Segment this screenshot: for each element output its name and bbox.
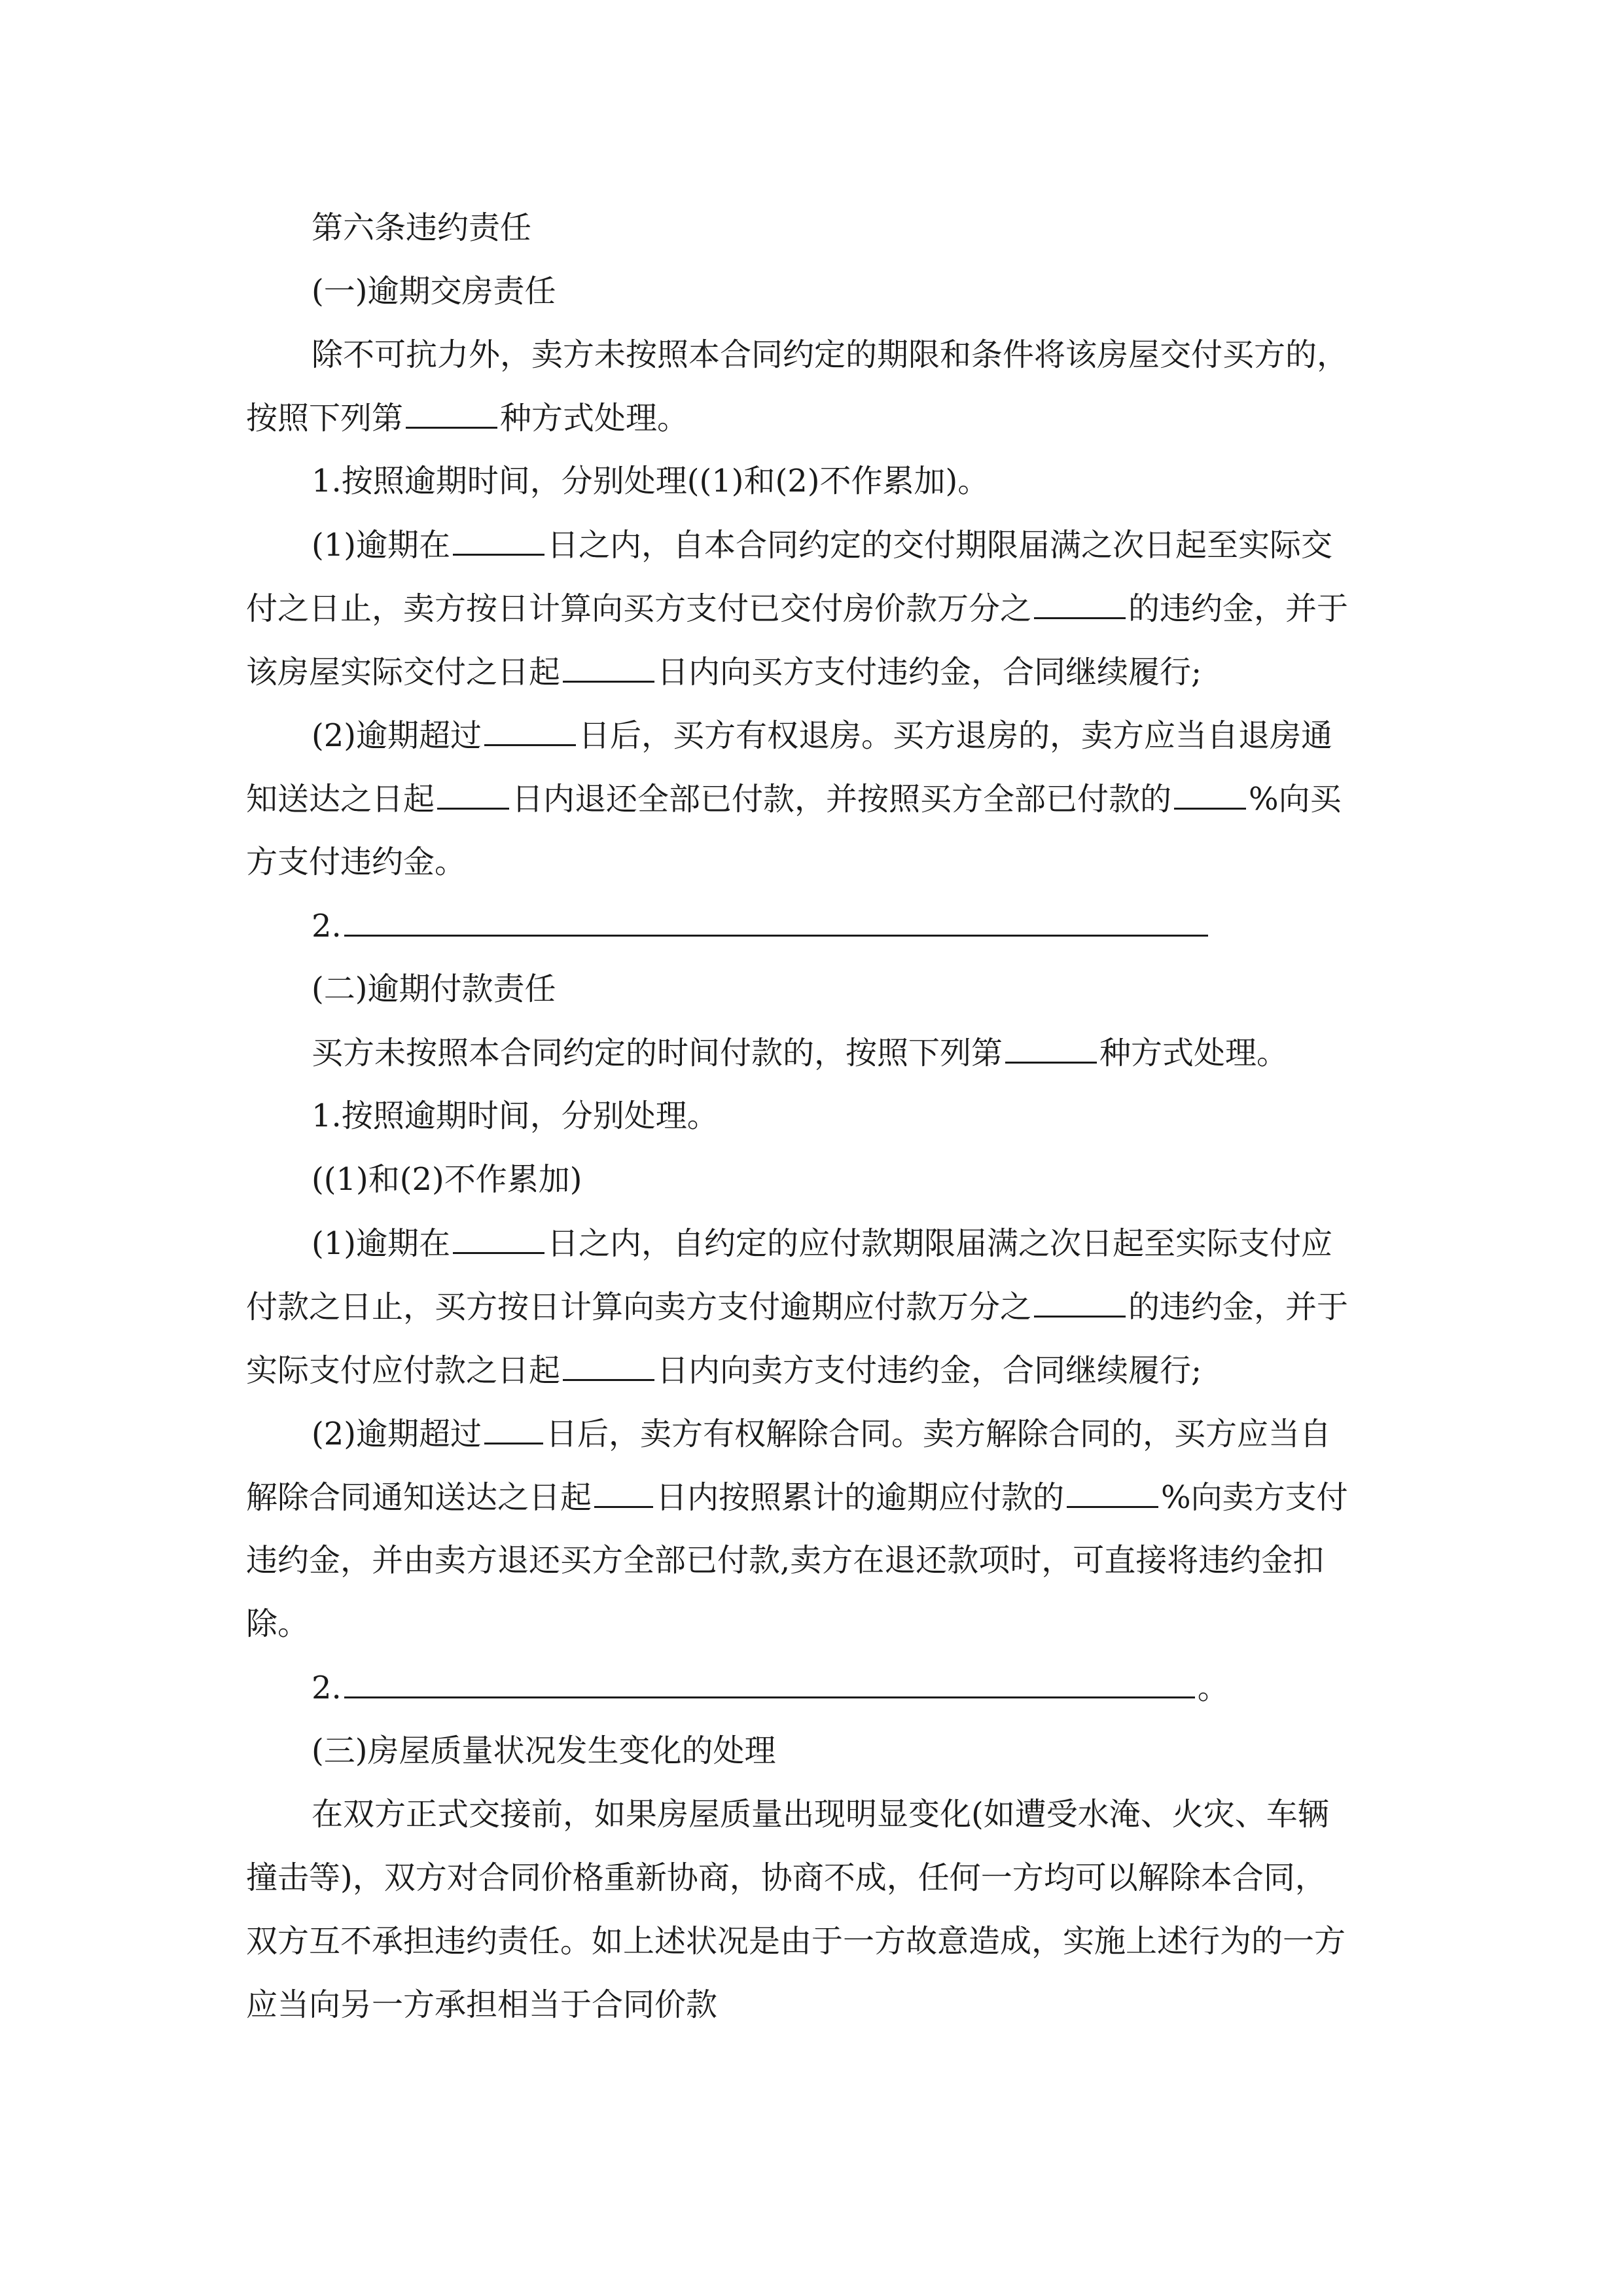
section3-line4: 应当向另一方承担相当于合同价款 xyxy=(246,1986,718,2023)
blank-field[interactable] xyxy=(594,1477,653,1508)
blank-field[interactable] xyxy=(484,1414,543,1444)
blank-field[interactable] xyxy=(453,1223,544,1254)
section2-option1-note: ((1)和(2)不作累加) xyxy=(312,1161,582,1198)
section2-option2: 2. 。 xyxy=(312,1668,1229,1708)
section2-p2-line3: 违约金，并由卖方退还买方全部已付款,卖方在退还款项时，可直接将违约金扣 xyxy=(246,1542,1325,1579)
section1-heading: (一)逾期交房责任 xyxy=(312,273,556,310)
blank-field[interactable] xyxy=(1034,588,1126,619)
section2-intro: 买方未按照本合同约定的时间付款的，按照下列第 种方式处理。 xyxy=(312,1033,1288,1073)
section3-line3: 双方互不承担违约责任。如上述状况是由于一方故意造成，实施上述行为的一方 xyxy=(246,1923,1346,1960)
section1-intro-line1: 除不可抗力外，卖方未按照本合同约定的期限和条件将该房屋交付买方的， xyxy=(312,336,1349,373)
section1-option1: 1.按照逾期时间，分别处理((1)和(2)不作累加)。 xyxy=(312,463,990,499)
section3-line1: 在双方正式交接前，如果房屋质量出现明显变化(如遭受水淹、火灾、车辆 xyxy=(312,1796,1329,1833)
blank-field[interactable] xyxy=(563,1350,654,1381)
section2-p2-line1: (2)逾期超过 日后，卖方有权解除合同。卖方解除合同的，买方应当自 xyxy=(312,1414,1331,1454)
section2-option1: 1.按照逾期时间，分别处理。 xyxy=(312,1098,719,1134)
section2-p1-line2: 付款之日止，买方按日计算向卖方支付逾期应付款万分之 的违约金，并于 xyxy=(246,1287,1348,1327)
section1-p1-line3: 该房屋实际交付之日起 日内向买方支付违约金，合同继续履行; xyxy=(246,652,1202,692)
section2-heading: (二)逾期付款责任 xyxy=(312,971,556,1007)
section1-p2-line2: 知送达之日起 日内退还全部已付款，并按照买方全部已付款的 %向买 xyxy=(246,779,1342,819)
section1-p1-line2: 付之日止，卖方按日计算向买方支付已交付房价款万分之 的违约金，并于 xyxy=(246,588,1348,628)
article-title: 第六条违约责任 xyxy=(312,209,532,246)
blank-field[interactable] xyxy=(453,525,544,556)
section2-p2-line4: 除。 xyxy=(246,1605,310,1642)
section1-intro-line2: 按照下列第 种方式处理。 xyxy=(246,398,688,438)
blank-field[interactable] xyxy=(563,652,654,683)
blank-field[interactable] xyxy=(1174,779,1246,810)
blank-field[interactable] xyxy=(484,715,576,746)
blank-field[interactable] xyxy=(344,1668,1195,1698)
blank-field[interactable] xyxy=(1067,1477,1158,1508)
section1-option2: 2. xyxy=(312,906,1211,946)
section2-p2-line2: 解除合同通知送达之日起 日内按照累计的逾期应付款的 %向卖方支付 xyxy=(246,1477,1348,1517)
blank-field[interactable] xyxy=(437,779,509,810)
section2-p1-line3: 实际支付应付款之日起 日内向卖方支付违约金，合同继续履行; xyxy=(246,1350,1202,1390)
section1-p2-line3: 方支付违约金。 xyxy=(246,844,467,880)
blank-field[interactable] xyxy=(1005,1033,1097,1064)
section2-p1-line1: (1)逾期在 日之内，自约定的应付款期限届满之次日起至实际支付应 xyxy=(312,1223,1332,1263)
blank-field[interactable] xyxy=(344,906,1208,937)
section1-p1-line1: (1)逾期在 日之内，自本合同约定的交付期限届满之次日起至实际交 xyxy=(312,525,1332,565)
section3-line2: 撞击等)，双方对合同价格重新协商，协商不成，任何一方均可以解除本合同， xyxy=(246,1859,1327,1896)
blank-field[interactable] xyxy=(406,398,497,429)
section3-heading: (三)房屋质量状况发生变化的处理 xyxy=(312,1732,776,1769)
section1-p2-line1: (2)逾期超过 日后，买方有权退房。买方退房的，卖方应当自退房通 xyxy=(312,715,1332,755)
blank-field[interactable] xyxy=(1034,1287,1126,1318)
